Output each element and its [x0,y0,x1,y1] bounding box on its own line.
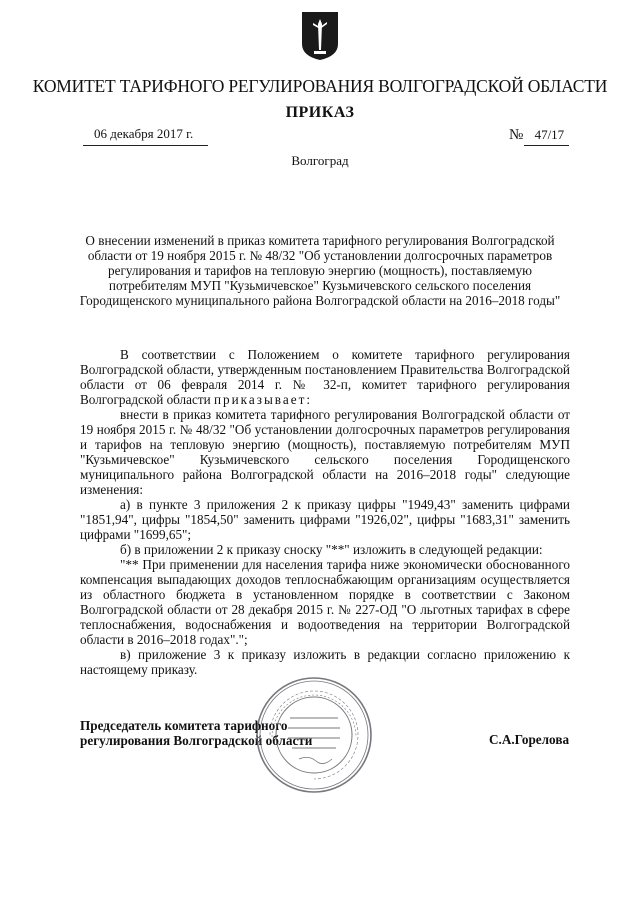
number-sign: № [509,127,524,143]
position-line-1: Председатель комитета тарифного [80,718,288,733]
number-underline [524,145,569,146]
document-type-title: ПРИКАЗ [285,104,355,121]
order-date: 06 декабря 2017 г. [94,126,194,141]
order-subject: О внесении изменений в приказ комитета тарифного регулирования Волгоградской области от 19 ноября 2015 г. № 48/32 "Об установлении долгосрочных параметров регулирования и тарифов на тепловую энергию (мощность), поставляемую потребителям МУП "Кузьмичевское" Кузьмичевского сельского поселения Городищенского муниципального района Волгоградской области на 2016–2018 годы" [79,233,561,308]
body-paragraph-amend: внести в приказ комитета тарифного регулирования Волгоградской области от 19 ноября 2015 г. № 48/32 "Об установлении долгосрочных параметров регулирования и тарифов на тепловую энергию (мощность), поставляемую потребителям МУП "Кузьмичевское" Кузьмичевского сельского поселения Городищенского муниципального района Волгоградской области на 2016–2018 годы" следующие изменения: [80,407,570,497]
issue-city: Волгоград [291,153,349,168]
body-item-c: в) приложение 3 к приказу изложить в редакции согласно приложению к настоящему приказу. [80,647,570,677]
date-underline [83,145,208,146]
body-paragraph-basis [80,347,570,407]
body-footnote-text: "** При применении для населения тарифа ниже экономически обоснованного компенсация выпадающих доходов теплоснабжающим организациям осуществляется из областного бюджета в установленном порядке в соответствии с Законом Волгоградской области от 28 декабря 2015 г. № 227-ОД "О льготных тарифах в сфере теплоснабжения, водоснабжения и водоотведения на территории Волгоградской области в 2016–2018 годах"."; [80,557,570,647]
order-number: 47/17 [534,127,565,142]
basis-text: В соответствии с Положением о комитете тарифного регулирования Волгоградской области, утвержденным постановлением Правительства Волгоградской области от 06 февраля 2014 г. № 32-п, комитет тарифного регулирования Волгоградской области [80,347,570,407]
coat-of-arms-icon [300,10,340,62]
position-line-2: регулирования Волгоградской области [80,733,313,748]
body-item-a: а) в пункте 3 приложения 2 к приказу цифры "1949,43" заменить цифрами "1851,94", цифры "1854,50" заменить цифрами "1926,02", цифры "1683,31" заменить цифрами "1699,65"; [80,497,570,542]
body-item-b: б) в приложении 2 к приказу сноску "**" изложить в следующей редакции: [120,542,543,557]
official-stamp [254,675,374,795]
signatory-name: С.А.Горелова [489,732,570,747]
order-body [80,347,570,677]
order-number-block [509,127,564,144]
committee-name: КОМИТЕТ ТАРИФНОГО РЕГУЛИРОВАНИЯ ВОЛГОГРАДСКОЙ ОБЛАСТИ [32,76,608,96]
orders-keyword: приказывает: [213,392,312,407]
